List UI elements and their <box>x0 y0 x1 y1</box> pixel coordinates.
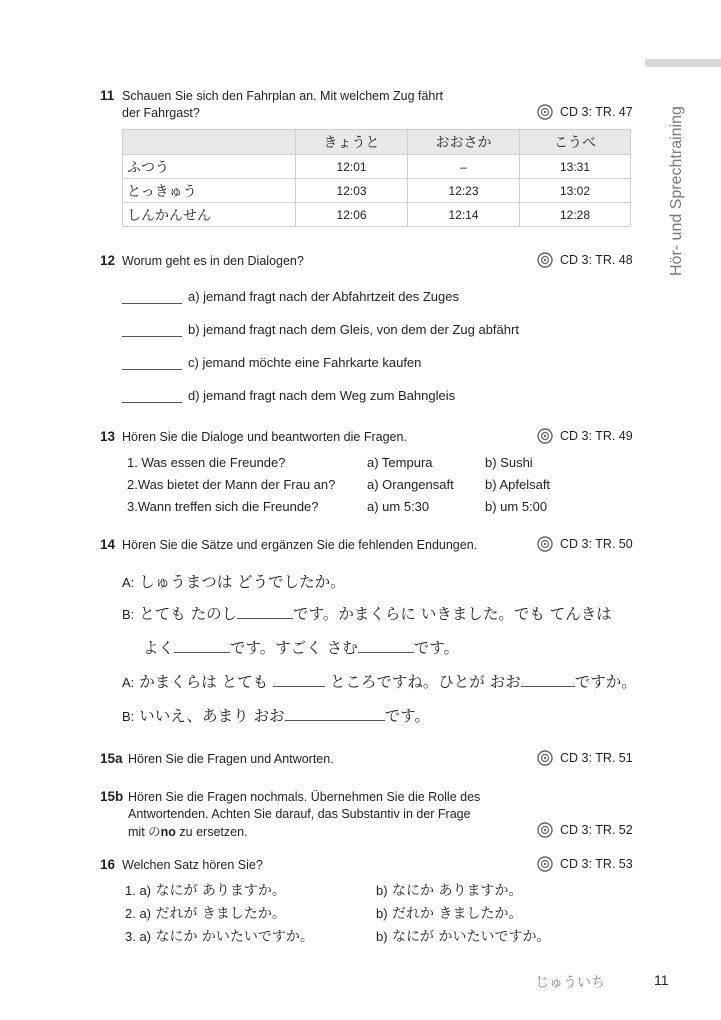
choice-a[interactable]: 3. a) なにか かいたいですか。 <box>125 929 314 945</box>
choice-row <box>376 903 522 923</box>
timetable-header: こうべ <box>519 130 630 155</box>
time-cell: 12:14 <box>408 203 520 227</box>
cd-icon <box>537 536 553 552</box>
choice-row <box>376 926 550 946</box>
cd-track-ref: CD 3: TR. 49 <box>537 428 633 444</box>
speaker-label: A: <box>122 675 135 690</box>
exercise-instruction: Welchen Satz hören Sie? <box>122 858 263 872</box>
exercise-number: 12 <box>100 253 116 268</box>
choice-b[interactable]: b) だれか きましたか。 <box>376 906 523 922</box>
speaker-label: B: <box>122 607 135 622</box>
time-cell: 12:03 <box>296 179 408 203</box>
cd-track-ref: CD 3: TR. 53 <box>537 856 633 872</box>
cd-icon <box>537 822 553 838</box>
train-timetable <box>122 129 631 227</box>
fill-blank[interactable] <box>237 602 293 619</box>
time-cell: – <box>408 155 520 179</box>
fill-blank[interactable] <box>273 670 325 687</box>
cd-icon <box>537 428 553 444</box>
choice-b[interactable]: b) Sushi <box>485 455 533 470</box>
page-number-kana: じゅういち <box>535 975 605 991</box>
choice-row <box>125 903 286 923</box>
exercise-number: 16 <box>100 857 116 872</box>
question-row <box>127 474 647 496</box>
train-type: しんかんせん <box>123 203 296 227</box>
time-cell: 12:23 <box>408 179 520 203</box>
question-text: 3.Wann treffen sich die Freunde? <box>127 499 319 514</box>
choice-b[interactable]: b) Apfelsaft <box>485 477 551 492</box>
choice-a[interactable]: a) Tempura <box>367 455 433 470</box>
answer-option[interactable]: b) jemand fragt nach dem Gleis, von dem der Zug abfährt <box>122 322 519 337</box>
timetable-header-empty <box>123 130 296 155</box>
timetable-row <box>123 155 631 179</box>
question-text: 2.Was bietet der Mann der Frau an? <box>127 477 336 492</box>
time-cell: 13:02 <box>519 179 630 203</box>
exercise-instruction: Hören Sie die Dialoge und beantworten die Fragen. <box>122 430 407 444</box>
answer-blank[interactable] <box>122 388 182 403</box>
fill-blank[interactable] <box>174 636 230 653</box>
exercise-number: 14 <box>100 537 116 552</box>
time-cell: 13:31 <box>519 155 630 179</box>
dialog-line: A: しゅうまつは どうでしたか。 <box>122 573 346 591</box>
cd-track-ref: CD 3: TR. 48 <box>537 252 633 268</box>
answer-option[interactable]: a) jemand fragt nach der Abfahrtzeit des Zuges <box>122 289 459 304</box>
timetable-header: おおさか <box>408 130 520 155</box>
cd-icon <box>537 750 553 766</box>
question-row <box>127 452 647 474</box>
choice-a[interactable]: 2. a) だれが きましたか。 <box>125 906 286 922</box>
speaker-label: B: <box>122 709 135 724</box>
exercise-number: 13 <box>100 429 116 444</box>
time-cell: 12:28 <box>519 203 630 227</box>
choice-row <box>125 880 286 900</box>
exercise-instruction: Schauen Sie sich den Fahrplan an. Mit welchem Zug fährt der Fahrgast? <box>122 89 444 120</box>
fill-blank[interactable] <box>285 704 385 721</box>
cd-track-ref: CD 3: TR. 52 <box>537 822 633 838</box>
sidebar-tab-bar <box>645 59 721 67</box>
choice-a[interactable]: a) um 5:30 <box>367 499 430 514</box>
exercise-instruction: Hören Sie die Fragen und Antworten. <box>128 752 334 766</box>
time-cell: 12:01 <box>296 155 408 179</box>
exercise-instruction: Hören Sie die Sätze und ergänzen Sie die fehlenden Endungen. <box>122 538 478 552</box>
choice-b[interactable]: b) なにが かいたいですか。 <box>376 929 551 945</box>
answer-blank[interactable] <box>122 289 182 304</box>
time-cell: 12:06 <box>296 203 408 227</box>
choice-row <box>376 880 522 900</box>
answer-blank[interactable] <box>122 355 182 370</box>
sidebar-section-label: Hör- und Sprechtraining <box>668 106 685 276</box>
choice-b[interactable]: b) um 5:00 <box>485 499 548 514</box>
cd-icon <box>537 252 553 268</box>
cd-icon <box>537 104 553 120</box>
answer-option[interactable]: c) jemand möchte eine Fahrkarte kaufen <box>122 355 421 370</box>
choice-a[interactable]: 1. a) なにが ありますか。 <box>125 883 286 899</box>
question-list <box>127 452 647 518</box>
question-text: 1. Was essen die Freunde? <box>127 455 286 470</box>
timetable-header: きょうと <box>296 130 408 155</box>
exercise-instruction: Hören Sie die Fragen nochmals. Übernehmen Sie die Rolle des Antwortenden. Achten Sie darauf, das Substantiv in der Frage mit のno zu ersetzen. <box>128 790 481 839</box>
exercise-number: 15a <box>100 751 123 766</box>
question-row <box>127 496 647 518</box>
dialog-line: A: かまくらは とても ところですね。ひとが おお ですか。 <box>122 670 637 692</box>
dialog-line: B: いいえ、あまり おお です。 <box>122 704 430 726</box>
train-type: とっきゅう <box>123 179 296 203</box>
cd-icon <box>537 856 553 872</box>
cd-track-ref: CD 3: TR. 51 <box>537 750 633 766</box>
page-number: 11 <box>654 972 669 988</box>
choice-b[interactable]: b) なにか ありますか。 <box>376 883 523 899</box>
exercise-instruction: Worum geht es in den Dialogen? <box>122 254 304 268</box>
cd-track-ref: CD 3: TR. 47 <box>537 104 633 120</box>
exercise-number: 15b <box>100 789 124 804</box>
choice-row <box>125 926 314 946</box>
fill-blank[interactable] <box>358 636 414 653</box>
timetable-row <box>123 203 631 227</box>
timetable-row <box>123 179 631 203</box>
cd-track-ref: CD 3: TR. 50 <box>537 536 633 552</box>
answer-blank[interactable] <box>122 322 182 337</box>
dialog-line: B: とても たのし です。かまくらに いきました。でも てんきは <box>122 602 612 624</box>
answer-option[interactable]: d) jemand fragt nach dem Weg zum Bahngleis <box>122 388 455 403</box>
dialog-line: よく です。すごく さむ です。 <box>143 636 459 658</box>
fill-blank[interactable] <box>521 670 575 687</box>
choice-a[interactable]: a) Orangensaft <box>367 477 454 492</box>
speaker-label: A: <box>122 575 135 590</box>
train-type: ふつう <box>123 155 296 179</box>
exercise-number: 11 <box>100 88 115 103</box>
